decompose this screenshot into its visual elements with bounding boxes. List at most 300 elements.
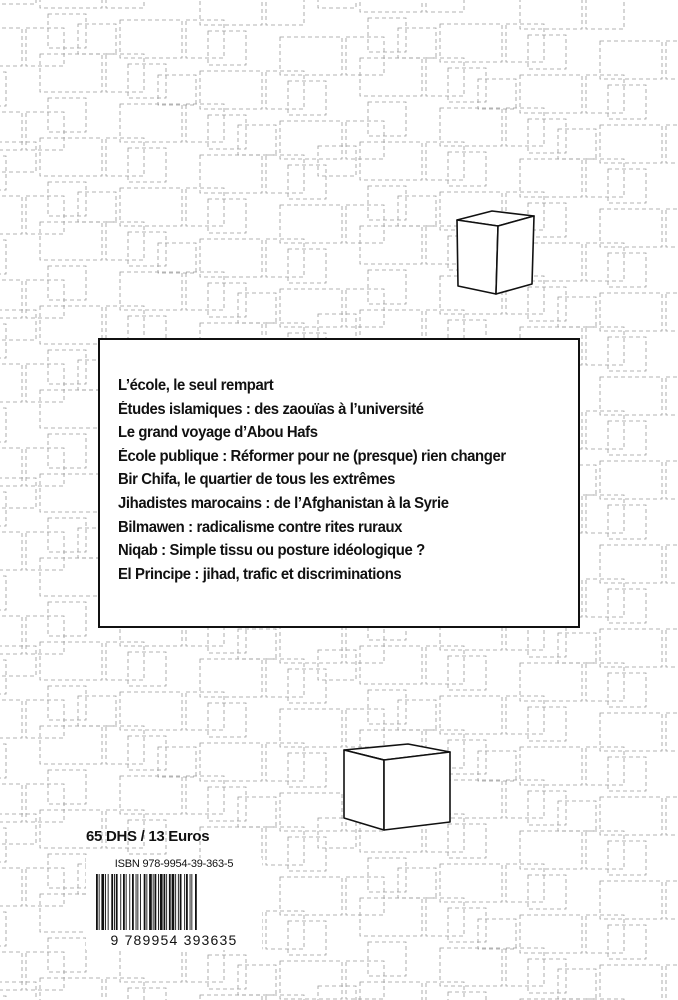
dashed-cube-net-segment [448,908,486,942]
dashed-cube-net-segment [106,0,144,8]
dashed-cube-net-segment [608,505,646,539]
dashed-cube-net-segment [426,58,464,96]
dashed-cube-net-segment [586,243,624,281]
dashed-cube-net-segment [40,390,102,428]
dashed-cube-net-segment [78,696,116,726]
dashed-cube-net-segment [600,881,662,919]
dashed-cube-net-segment [0,196,22,234]
dashed-cube-net-segment [48,182,86,216]
dashed-cube-net-segment [506,108,544,146]
dashed-cube-net-segment [520,831,582,869]
dashed-cube-net-segment [528,119,566,153]
dashed-cube-net-segment [318,0,356,8]
dashed-cube-net-segment [238,965,276,995]
barcode-digits: 9 789954 393635 [110,932,238,948]
dashed-cube-net-segment [158,747,196,777]
dashed-cube-net-segment [600,713,662,751]
dashed-cube-net-segment [200,155,262,193]
dashed-cube-net-segment [120,776,182,814]
dashed-cube-net-segment [0,814,36,844]
dashed-cube-net-segment [448,68,486,102]
dashed-cube-net-segment [398,700,436,730]
dashed-cube-net-segment [426,142,464,180]
dashed-cube-net-segment [666,125,678,163]
dashed-cube-net-segment [158,75,196,105]
dashed-cube-net-segment [520,747,582,785]
dashed-cube-net-segment [48,434,86,468]
dashed-cube-net-segment [238,797,276,827]
dashed-cube-net-segment [586,495,624,533]
dashed-cube-net-segment [506,864,544,902]
barcode-bar [190,874,191,930]
barcode-bar [129,874,130,930]
dashed-cube-net-segment [266,827,304,865]
dashed-cube-net-segment [40,978,102,1000]
dashed-cube-net-segment [48,854,86,888]
dashed-cube-net-segment [208,283,246,317]
contents-item: École publique : Réformer pour ne (presque) rien changer [118,447,506,465]
dashed-cube-net-segment [666,629,678,667]
dashed-cube-net-segment [0,72,6,106]
dashed-cube-net-segment [48,770,86,804]
price-label: 65 DHS / 13 Euros [86,828,210,845]
dashed-cube-net-segment [280,877,342,915]
dashed-cube-net-segment [666,461,678,499]
dashed-cube-net-segment [398,196,436,226]
dashed-cube-net-segment [586,327,624,365]
dashed-cube-net-segment [520,0,582,29]
dashed-cube-net-segment [266,911,304,949]
dashed-cube-net-segment [26,784,64,822]
dashed-cube-net-segment [26,616,64,654]
dashed-cube-net-segment [0,576,6,610]
dashed-cube-net-segment [520,663,582,701]
dashed-cube-net-segment [120,692,182,730]
dashed-cube-net-segment [128,232,166,266]
dashed-cube-net-segment [40,642,102,680]
dashed-cube-net-segment [186,188,224,226]
dashed-cube-net-segment [440,696,502,734]
dashed-cube-net-segment [40,306,102,344]
dashed-cube-net-segment [120,188,182,226]
dashed-cube-net-segment [608,841,646,875]
dashed-cube-net-segment [106,726,144,764]
dashed-cube-net-segment [600,125,662,163]
barcode-bar [149,874,152,930]
dashed-cube-net-segment [120,272,182,310]
dashed-cube-net-segment [40,558,102,596]
table-of-contents-box [98,338,580,628]
dashed-cube-net-segment [0,492,6,526]
contents-item: Niqab : Simple tissu ou posture idéologique ? [118,542,425,560]
dashed-cube-net-segment [200,0,262,25]
dashed-cube-net-segment [346,877,384,915]
barcode-bar [136,874,137,930]
barcode-bar [166,874,167,930]
dashed-cube-net-segment [528,623,566,657]
dashed-cube-net-segment [0,112,22,150]
barcode-bar [164,874,166,930]
barcode-bar [153,874,154,930]
dashed-cube-net-segment [266,71,304,109]
dashed-cube-net-segment [208,955,246,989]
dashed-cube-net-segment [280,289,342,327]
dashed-cube-net-segment [600,545,662,583]
dashed-cube-net-segment [40,54,102,92]
dashed-cube-net-segment [0,912,6,946]
dashed-cube-net-segment [186,776,224,814]
dashed-cube-net-segment [558,969,596,999]
dashed-cube-net-segment [666,293,678,331]
dashed-cube-net-segment [40,474,102,512]
dashed-cube-net-segment [528,791,566,825]
dashed-cube-net-segment [0,240,6,274]
dashed-cube-net-segment [280,205,342,243]
dashed-cube-net-segment [238,293,276,323]
dashed-cube-net-segment [208,703,246,737]
dashed-cube-net-segment [48,350,86,384]
dashed-cube-net-segment [586,0,624,29]
dashed-cube-net-segment [448,152,486,186]
cube-icon-bottom [340,738,458,836]
barcode-bar [105,874,106,930]
dashed-cube-net-segment [0,616,22,654]
dashed-cube-net-segment [398,868,436,898]
dashed-cube-net-segment [0,784,22,822]
dashed-cube-net-segment [266,659,304,697]
barcode-bar [146,874,147,930]
dashed-cube-net-segment [600,629,662,667]
dashed-cube-net-segment [360,646,422,684]
barcode-bar [114,874,115,930]
dashed-cube-net-segment [0,142,36,172]
dashed-cube-net-segment [586,159,624,197]
dashed-cube-net-segment [666,41,678,79]
dashed-cube-net-segment [266,743,304,781]
dashed-cube-net-segment [600,293,662,331]
dashed-cube-net-segment [666,377,678,415]
contents-item: Jihadistes marocains : de l’Afghanistan à la Syrie [118,494,449,512]
dashed-cube-net-segment [586,747,624,785]
dashed-cube-net-segment [48,266,86,300]
dashed-cube-net-segment [608,421,646,455]
dashed-cube-net-segment [200,995,262,1000]
dashed-cube-net-segment [158,243,196,273]
dashed-cube-net-segment [128,736,166,770]
dashed-cube-net-segment [106,642,144,680]
dashed-cube-net-segment [48,98,86,132]
dashed-cube-net-segment [288,165,326,199]
dashed-cube-net-segment [360,58,422,96]
dashed-cube-net-segment [128,652,166,686]
dashed-cube-net-segment [200,239,262,277]
barcode-bar [195,874,197,930]
dashed-cube-net-segment [608,589,646,623]
dashed-cube-net-segment [440,24,502,62]
dashed-cube-net-segment [78,192,116,222]
dashed-cube-net-segment [288,921,326,955]
dashed-cube-net-segment [318,650,356,680]
barcode-bar [116,874,118,930]
dashed-cube-net-segment [440,948,502,986]
dashed-cube-net-segment [40,222,102,260]
dashed-cube-net-segment [586,579,624,617]
dashed-cube-net-segment [288,81,326,115]
barcode-bar [96,874,98,930]
dashed-cube-net-segment [360,142,422,180]
dashed-cube-net-segment [0,660,6,694]
dashed-cube-net-segment [40,138,102,176]
dashed-cube-net-segment [0,478,36,508]
dashed-cube-net-segment [26,952,64,990]
dashed-cube-net-segment [128,148,166,182]
contents-item: Études islamiques : des zaouïas à l’université [118,400,424,418]
dashed-cube-net-segment [346,961,384,999]
dashed-cube-net-segment [318,146,356,176]
dashed-cube-net-segment [608,85,646,119]
dashed-cube-net-segment [558,297,596,327]
dashed-cube-net-segment [368,102,406,136]
dashed-cube-net-segment [368,270,406,304]
dashed-cube-net-segment [528,707,566,741]
barcode-bar [137,874,138,930]
barcode-bar [126,874,127,930]
dashed-cube-net-segment [0,868,22,906]
contents-item: Bilmawen : radicalisme contre rites ruraux [118,518,403,536]
dashed-cube-net-segment [600,461,662,499]
barcode-bar [108,874,109,930]
dashed-cube-net-segment [368,858,406,892]
dashed-cube-net-segment [426,646,464,684]
dashed-cube-net-segment [106,978,144,1000]
dashed-cube-net-segment [288,837,326,871]
dashed-cube-net-segment [280,37,342,75]
dashed-cube-net-segment [266,0,304,25]
barcode-icon [94,874,254,932]
dashed-cube-net-segment [0,364,22,402]
dashed-cube-net-segment [600,41,662,79]
dashed-cube-net-segment [0,996,6,1000]
dashed-cube-net-segment [398,28,436,58]
dashed-cube-net-segment [288,669,326,703]
dashed-cube-net-segment [26,196,64,234]
dashed-cube-net-segment [48,686,86,720]
dashed-cube-net-segment [266,239,304,277]
dashed-cube-net-segment [666,797,678,835]
dashed-cube-net-segment [558,801,596,831]
dashed-cube-net-segment [586,663,624,701]
dashed-cube-net-segment [346,37,384,75]
dashed-cube-net-segment [448,656,486,690]
dashed-cube-net-segment [208,787,246,821]
dashed-cube-net-segment [360,226,422,264]
dashed-cube-net-segment [506,24,544,62]
barcode-bar [175,874,176,930]
dashed-cube-net-segment [280,961,342,999]
dashed-cube-net-segment [360,0,422,12]
dashed-cube-net-segment [426,898,464,936]
dashed-cube-net-segment [280,121,342,159]
dashed-cube-net-segment [238,629,276,659]
barcode-bar [169,874,171,930]
barcode-bar [111,874,113,930]
dashed-cube-net-segment [0,408,6,442]
dashed-cube-net-segment [478,919,516,949]
dashed-cube-net-segment [266,155,304,193]
dashed-cube-net-segment [0,646,36,676]
dashed-cube-net-segment [440,864,502,902]
barcode-bar [184,874,185,930]
barcode-bar [191,874,192,930]
barcode-bar [120,874,121,930]
dashed-cube-net-segment [0,310,36,340]
dashed-cube-net-segment [48,938,86,972]
barcode-bar [180,874,182,930]
dashed-cube-net-segment [120,20,182,58]
dashed-cube-net-segment [186,692,224,730]
dashed-cube-net-segment [600,797,662,835]
dashed-cube-net-segment [608,337,646,371]
dashed-cube-net-segment [608,253,646,287]
dashed-cube-net-segment [26,28,64,66]
barcode-bar [172,874,175,930]
dashed-cube-net-segment [0,324,6,358]
dashed-cube-net-segment [0,982,36,1000]
contents-list [118,374,578,586]
dashed-cube-net-segment [26,868,64,906]
dashed-cube-net-segment [478,751,516,781]
contents-item: Le grand voyage d’Abou Hafs [118,424,318,442]
dashed-cube-net-segment [520,915,582,953]
dashed-cube-net-segment [26,364,64,402]
dashed-cube-net-segment [0,156,6,190]
dashed-cube-net-segment [186,20,224,58]
dashed-cube-net-segment [280,625,342,663]
dashed-cube-net-segment [288,753,326,787]
dashed-cube-net-segment [346,121,384,159]
dashed-cube-net-segment [280,793,342,831]
dashed-cube-net-segment [360,982,422,1000]
dashed-cube-net-segment [346,289,384,327]
dashed-cube-net-segment [586,75,624,113]
barcode-bar [144,874,146,930]
dashed-cube-net-segment [280,709,342,747]
dashed-cube-net-segment [608,169,646,203]
dashed-cube-net-segment [238,125,276,155]
dashed-cube-net-segment [528,875,566,909]
dashed-cube-net-segment [78,24,116,54]
dashed-cube-net-segment [106,138,144,176]
barcode-bar [99,874,100,930]
barcode-bar [158,874,159,930]
dashed-cube-net-segment [478,79,516,109]
dashed-cube-net-segment [208,199,246,233]
dashed-cube-net-segment [48,602,86,636]
dashed-cube-net-segment [586,831,624,869]
dashed-cube-net-segment [200,743,262,781]
dashed-cube-net-segment [666,881,678,919]
dashed-cube-net-segment [666,713,678,751]
barcode-bar [140,874,141,930]
barcode-bar [155,874,157,930]
contents-item: El Principe : jihad, trafic et discriminations [118,565,402,583]
dashed-cube-net-segment [360,898,422,936]
dashed-cube-net-segment [368,942,406,976]
dashed-cube-net-segment [426,0,464,12]
dashed-cube-net-segment [26,532,64,570]
dashed-cube-net-segment [520,75,582,113]
barcode-bar [186,874,188,930]
dashed-cube-net-segment [506,948,544,986]
contents-item: Bir Chifa, le quartier de tous les extrêmes [118,471,396,489]
dashed-cube-net-segment [0,828,6,862]
isbn-barcode [86,858,262,950]
dashed-cube-net-segment [558,129,596,159]
dashed-cube-net-segment [48,518,86,552]
dashed-cube-net-segment [346,625,384,663]
barcode-bar [101,874,104,930]
dashed-cube-net-segment [426,982,464,1000]
dashed-cube-net-segment [0,0,36,4]
dashed-cube-net-segment [208,31,246,65]
dashed-cube-net-segment [586,915,624,953]
dashed-cube-net-segment [600,377,662,415]
dashed-cube-net-segment [520,159,582,197]
dashed-cube-net-segment [208,115,246,149]
dashed-cube-net-segment [106,54,144,92]
barcode-bar [178,874,179,930]
dashed-cube-net-segment [26,112,64,150]
dashed-cube-net-segment [128,64,166,98]
dashed-cube-net-segment [0,448,22,486]
cube-icon-top [452,206,542,306]
dashed-cube-net-segment [0,28,22,66]
dashed-cube-net-segment [506,780,544,818]
dashed-cube-net-segment [186,272,224,310]
dashed-cube-net-segment [666,965,678,1000]
dashed-cube-net-segment [368,186,406,220]
dashed-cube-net-segment [40,0,102,8]
dashed-cube-net-segment [120,104,182,142]
dashed-cube-net-segment [608,925,646,959]
dashed-cube-net-segment [600,965,662,1000]
dashed-cube-net-segment [0,952,22,990]
dashed-cube-net-segment [200,659,262,697]
dashed-cube-net-segment [368,690,406,724]
dashed-cube-net-segment [186,104,224,142]
dashed-cube-net-segment [440,108,502,146]
dashed-cube-net-segment [666,545,678,583]
dashed-cube-net-segment [0,532,22,570]
dashed-cube-net-segment [0,744,6,778]
dashed-cube-net-segment [600,209,662,247]
dashed-cube-net-segment [200,71,262,109]
dashed-cube-net-segment [26,700,64,738]
dashed-cube-net-segment [0,280,22,318]
dashed-cube-net-segment [48,14,86,48]
isbn-label: ISBN 978-9954-39-363-5 [114,858,234,870]
dashed-cube-net-segment [318,986,356,1000]
dashed-cube-net-segment [368,18,406,52]
dashed-cube-net-segment [528,35,566,69]
dashed-cube-net-segment [506,696,544,734]
dashed-cube-net-segment [26,280,64,318]
barcode-bar [123,874,125,930]
contents-item: L’école, le seul rempart [118,377,274,394]
dashed-cube-net-segment [346,205,384,243]
dashed-cube-net-segment [608,757,646,791]
dashed-cube-net-segment [128,988,166,1000]
